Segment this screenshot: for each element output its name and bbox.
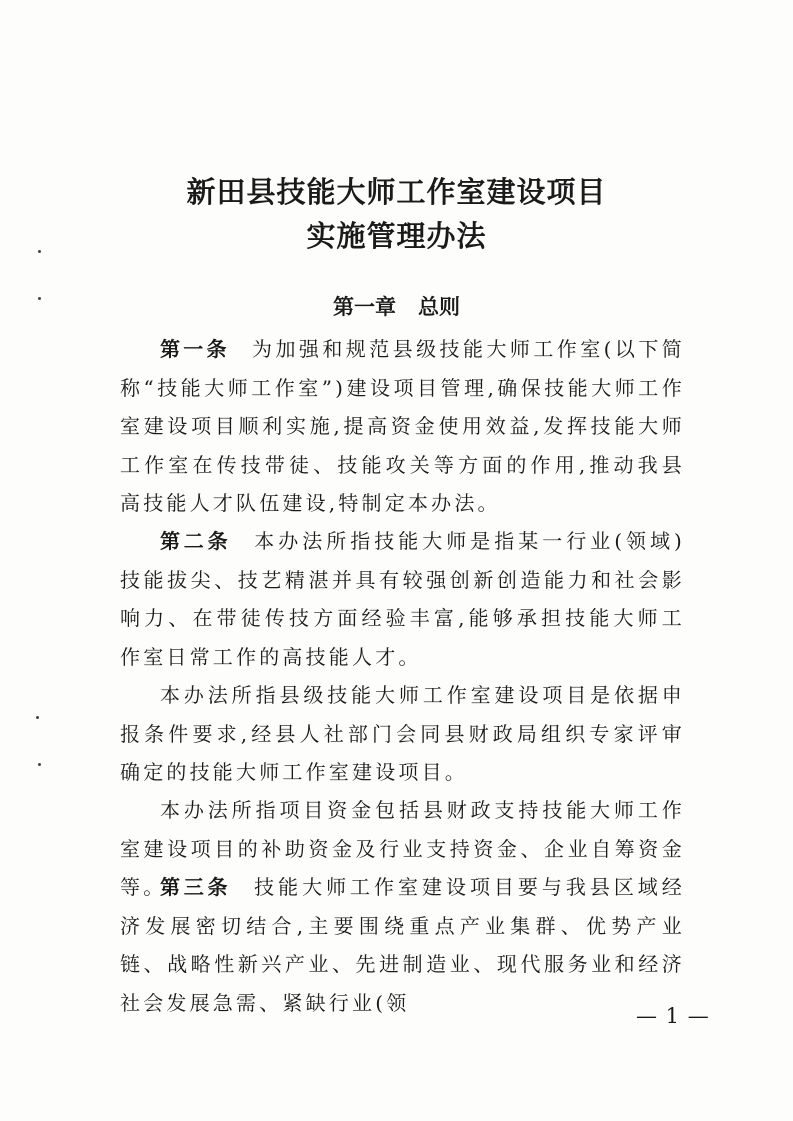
- paragraph: [120, 676, 685, 792]
- chapter-number: 第一章: [333, 294, 396, 319]
- paragraph-text: 本办法所指县级技能大师工作室建设项目是依据申报条件要求,经县人社部门会同县财政局组织专家评审确定的技能大师工作室建设项目。: [120, 683, 685, 784]
- article-label: 第一条: [160, 337, 230, 361]
- article-label: 第二条: [160, 529, 232, 553]
- article-1: [120, 330, 685, 523]
- document-title-line2: 实施管理办法: [306, 219, 487, 253]
- paragraph-text: 本办法所指项目资金包括县财政支持技能大师工作室建设项目的补助资金及行业支持资金、企业自筹资金等。: [120, 798, 685, 899]
- paragraph-text: 本办法所指技能大师是指某一行业(领域)技能拔尖、技艺精湛并具有较强创新创造能力和社会影响力、在带徒传技方面经验丰富,能够承担技能大师工作室日常工作的高技能人才。: [120, 529, 686, 669]
- article-label: 第三条: [160, 875, 232, 899]
- paragraph: [120, 330, 685, 523]
- paragraph-text: 为加强和规范县级技能大师工作室(以下简称“技能大师工作室”)建设项目管理,确保技能大师工作室建设项目顺利实施,提高资金使用效益,发挥技能大师工作室在传技带徒、技能攻关等方面的作用,推动我县高技能人才队伍建设,特制定本办法。: [120, 337, 686, 515]
- paragraph: [120, 868, 685, 1022]
- article-3: [120, 868, 685, 1022]
- chapter-heading: [0, 292, 793, 322]
- scan-speck: [36, 716, 39, 719]
- page-number: — 1 —: [636, 1004, 710, 1028]
- scan-speck: [38, 763, 41, 766]
- article-2: [120, 522, 685, 676]
- chapter-name: 总则: [418, 294, 460, 319]
- article-2-clause-2: [120, 676, 685, 792]
- paragraph-text: 技能大师工作室建设项目要与我县区域经济发展密切结合,主要围绕重点产业集群、优势产业链、战略性新兴产业、先进制造业、现代服务业和经济社会发展急需、紧缺行业(领: [120, 875, 685, 1015]
- paragraph: [120, 522, 685, 676]
- document-title-line1: 新田县技能大师工作室建设项目: [186, 175, 607, 209]
